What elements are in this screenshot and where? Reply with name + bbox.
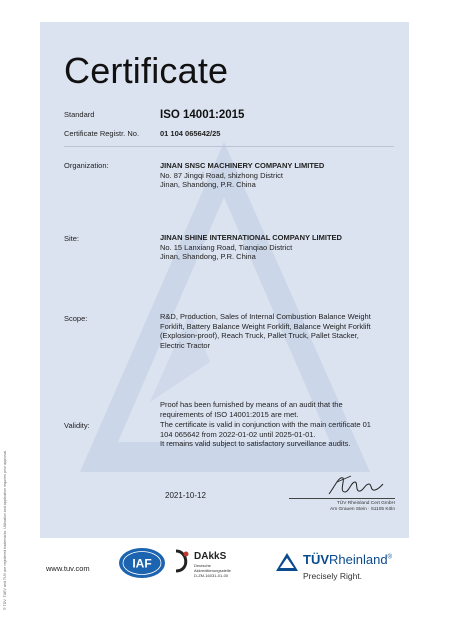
scope-block (160, 312, 400, 350)
issuer-line1: TÜV Rheinland Cert GmbH (336, 501, 395, 506)
registration-label: Certificate Registr. No. (64, 129, 140, 138)
iaf-logo-text: IAF (132, 556, 152, 571)
site-name: JINAN SHINE INTERNATIONAL COMPANY LIMITED (160, 233, 342, 242)
organization-address-line2: Jinan, Shandong, P.R. China (160, 180, 256, 190)
header-divider (64, 146, 394, 147)
tuv-triangle-icon (275, 552, 299, 572)
dakks-name: DAkkS (194, 551, 227, 562)
validity-line: 104 065642 from 2022-01-02 until 2025-01-01. (160, 429, 316, 439)
tuv-wordmark-bold: TÜV (303, 552, 329, 567)
certificate-title: Certificate (64, 50, 229, 91)
dakks-logo (172, 547, 252, 583)
standard-value: ISO 14001:2015 (160, 109, 245, 121)
tuv-wordmark-rest: Rheinland (329, 552, 388, 567)
organization-label: Organization: (64, 161, 109, 170)
site-address-line2: Jinan, Shandong, P.R. China (160, 252, 256, 262)
site-label: Site: (64, 234, 80, 243)
proof-block (160, 400, 400, 419)
issuer-block (295, 501, 395, 513)
signature-line (289, 498, 395, 499)
dakks-line3: D-ZM-16031-01-00 (194, 573, 229, 578)
tuv-rheinland-logo (275, 550, 415, 590)
tuv-wordmark (303, 552, 392, 567)
proof-line: Proof has been furnished by means of an audit that the (160, 400, 343, 409)
dakks-line2: Akkreditierungsstelle (194, 568, 231, 573)
validity-line: The certificate is valid in conjunction with the main certificate 01 (160, 420, 371, 429)
organization-name: JINAN SNSC MACHINERY COMPANY LIMITED (160, 161, 325, 170)
website-link[interactable]: www.tuv.com (46, 564, 90, 573)
tuv-registered-mark: ® (387, 554, 392, 561)
dakks-mark-icon (172, 549, 192, 573)
site-address-line1: No. 15 Lanxiang Road, Tianqiao District (160, 242, 293, 252)
scope-label: Scope: (64, 314, 88, 323)
scope-line: R&D, Production, Sales of Internal Combustion Balance Weight (160, 312, 371, 321)
scope-line: Electric Tractor (160, 340, 211, 350)
scope-line: (Explosion-proof), Reach Truck, Pallet Truck, Pallet Stacker, (160, 331, 359, 341)
dakks-line1: Deutsche (194, 563, 211, 568)
registration-value: 01 104 065642/25 (160, 129, 221, 138)
tuv-tagline: Precisely Right. (303, 571, 363, 581)
scope-line: Forklift, Battery Balance Weight Forklift, Balance Weight Forklift (160, 321, 371, 331)
issuer-line2: Am Grauen Stein · 51105 Köln (330, 507, 395, 512)
validity-label: Validity: (64, 421, 90, 430)
issue-date: 2021-10-12 (165, 491, 206, 500)
standard-label: Standard (64, 110, 95, 119)
validity-block (160, 420, 400, 449)
trademark-note: ® TÜV, TUEV and TUV are registered trademarks. Utilisation and application requires prior approval. (3, 450, 7, 610)
validity-line: It remains valid subject to satisfactory surveillance audits. (160, 439, 351, 449)
organization-block (160, 161, 400, 190)
proof-line: requirements of ISO 14001:2015 are met. (160, 409, 299, 419)
iaf-logo-icon (118, 547, 166, 579)
certificate-panel (40, 22, 409, 538)
tuv-triangle-watermark (40, 22, 409, 538)
signature-icon (325, 472, 385, 498)
site-block (160, 233, 400, 262)
organization-address-line1: No. 87 Jingqi Road, shizhong District (160, 170, 283, 180)
